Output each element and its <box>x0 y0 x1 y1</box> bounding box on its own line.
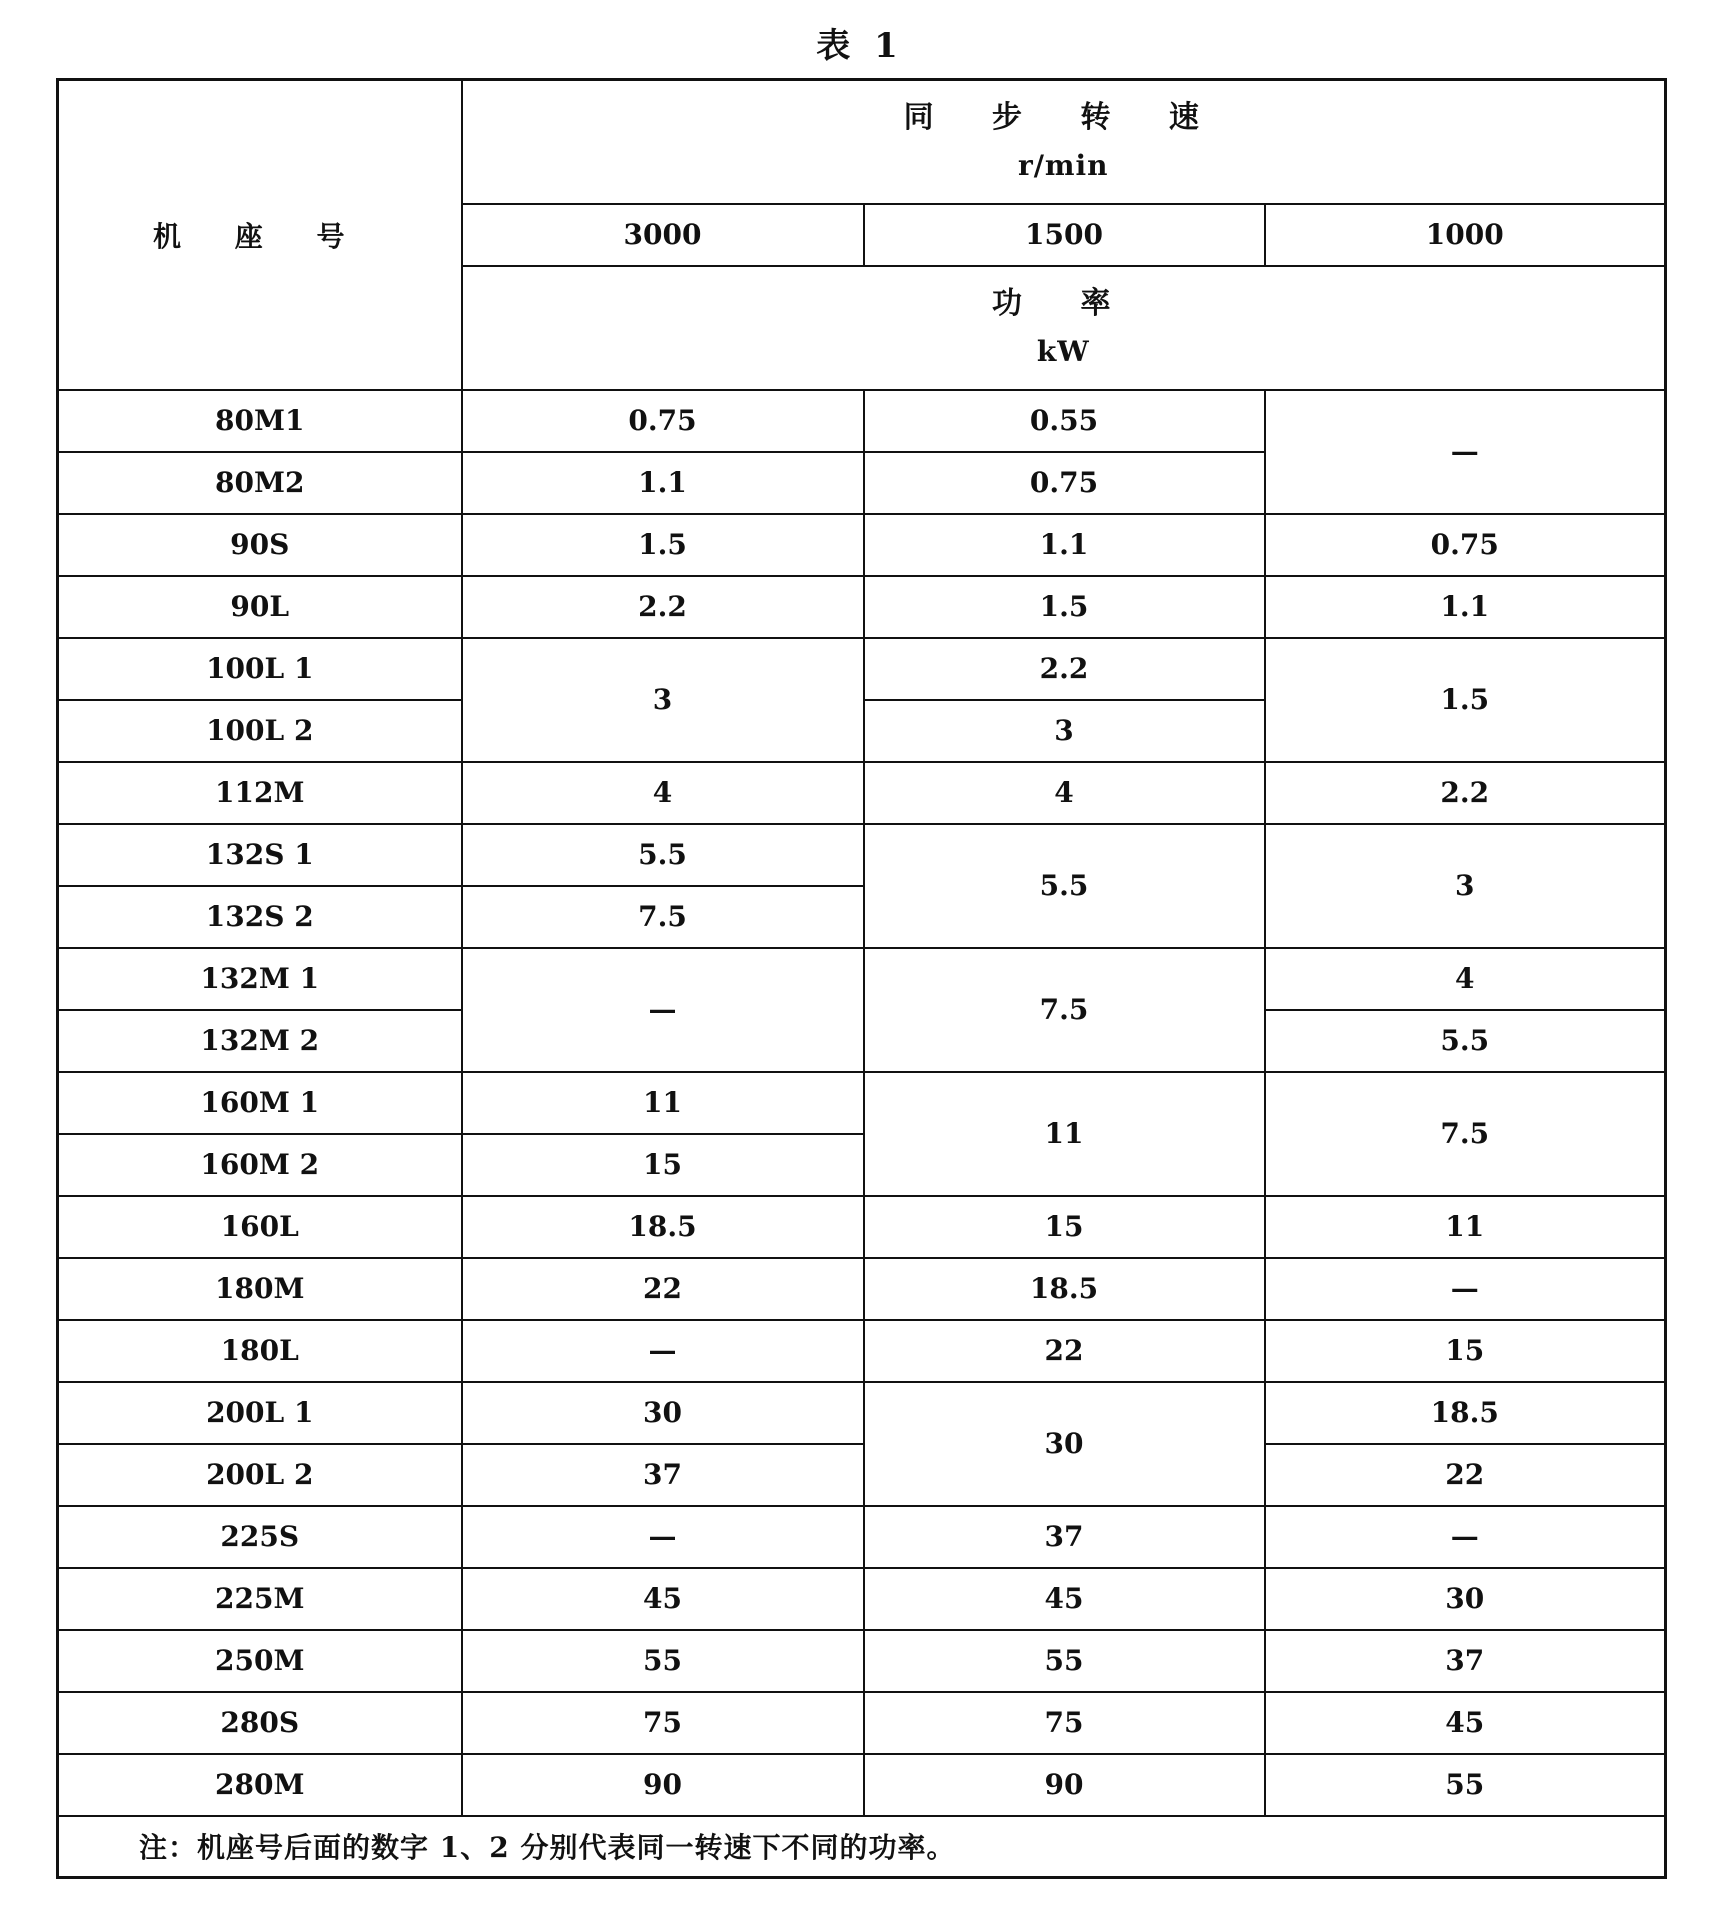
power-cell: 22 <box>1265 1444 1666 1506</box>
power-cell: 2.2 <box>462 576 864 638</box>
table-note: 注：机座号后面的数字 1、2 分别代表同一转速下不同的功率。 <box>58 1816 1666 1878</box>
frame-cell: 132S 1 <box>58 824 462 886</box>
header-frame-number: 机 座 号 <box>58 80 462 390</box>
power-cell: — <box>1265 390 1666 514</box>
header-power-title: 功 率 <box>992 285 1135 321</box>
frame-cell: 160L <box>58 1196 462 1258</box>
power-cell: 22 <box>462 1258 864 1320</box>
table-row <box>58 514 1666 576</box>
header-speed-unit: r/min <box>1017 148 1109 182</box>
frame-cell: 132S 2 <box>58 886 462 948</box>
power-cell: 3 <box>1265 824 1666 948</box>
power-cell: 15 <box>864 1196 1265 1258</box>
power-cell: 18.5 <box>864 1258 1265 1320</box>
power-cell: 55 <box>864 1630 1265 1692</box>
table-row <box>58 1568 1666 1630</box>
table-row <box>58 1630 1666 1692</box>
frame-cell: 100L 1 <box>58 638 462 700</box>
power-cell: 37 <box>864 1506 1265 1568</box>
frame-cell: 280M <box>58 1754 462 1816</box>
frame-cell: 200L 2 <box>58 1444 462 1506</box>
power-cell: 30 <box>864 1382 1265 1506</box>
power-cell: 5.5 <box>1265 1010 1666 1072</box>
power-cell: 1.1 <box>864 514 1265 576</box>
power-cell: 1.1 <box>462 452 864 514</box>
frame-cell: 80M2 <box>58 452 462 514</box>
frame-cell: 225M <box>58 1568 462 1630</box>
header-speed-1000: 1000 <box>1265 204 1666 266</box>
table-row <box>58 762 1666 824</box>
power-cell: 22 <box>864 1320 1265 1382</box>
power-cell: 1.1 <box>1265 576 1666 638</box>
power-cell: 55 <box>1265 1754 1666 1816</box>
table-row <box>58 1506 1666 1568</box>
table-row <box>58 1382 1666 1444</box>
power-cell: 37 <box>462 1444 864 1506</box>
table-row <box>58 390 1666 452</box>
table-row <box>58 1320 1666 1382</box>
power-cell: 30 <box>1265 1568 1666 1630</box>
table-row <box>58 1692 1666 1754</box>
note-row <box>58 1816 1666 1878</box>
power-cell: 15 <box>1265 1320 1666 1382</box>
frame-cell: 160M 1 <box>58 1072 462 1134</box>
motor-power-table <box>56 78 1667 1879</box>
power-cell: 4 <box>462 762 864 824</box>
table-row <box>58 1258 1666 1320</box>
power-cell: 11 <box>864 1072 1265 1196</box>
power-cell: 18.5 <box>462 1196 864 1258</box>
table-row <box>58 1072 1666 1134</box>
power-cell: 15 <box>462 1134 864 1196</box>
header-speed-1500: 1500 <box>864 204 1265 266</box>
header-speed-3000: 3000 <box>462 204 864 266</box>
table-row <box>58 638 1666 700</box>
table-caption: 表 1 <box>816 26 904 66</box>
header-speed-group <box>462 80 1666 204</box>
power-cell: — <box>1265 1258 1666 1320</box>
frame-cell: 100L 2 <box>58 700 462 762</box>
power-cell: 1.5 <box>864 576 1265 638</box>
power-cell: 4 <box>864 762 1265 824</box>
power-cell: 7.5 <box>462 886 864 948</box>
header-power-unit: kW <box>1036 334 1090 368</box>
frame-cell: 180L <box>58 1320 462 1382</box>
table-row <box>58 1754 1666 1816</box>
power-cell: 30 <box>462 1382 864 1444</box>
power-cell: 5.5 <box>864 824 1265 948</box>
power-cell: 3 <box>864 700 1265 762</box>
power-cell: 0.75 <box>864 452 1265 514</box>
power-cell: 45 <box>1265 1692 1666 1754</box>
frame-cell: 132M 2 <box>58 1010 462 1072</box>
power-cell: 55 <box>462 1630 864 1692</box>
frame-cell: 250M <box>58 1630 462 1692</box>
power-cell: 1.5 <box>1265 638 1666 762</box>
frame-cell: 90L <box>58 576 462 638</box>
power-cell: 45 <box>864 1568 1265 1630</box>
power-cell: 75 <box>864 1692 1265 1754</box>
power-cell: — <box>462 948 864 1072</box>
power-cell: 11 <box>1265 1196 1666 1258</box>
power-cell: — <box>1265 1506 1666 1568</box>
header-power-group <box>462 266 1666 390</box>
power-cell: 0.55 <box>864 390 1265 452</box>
table-row <box>58 1196 1666 1258</box>
frame-cell: 160M 2 <box>58 1134 462 1196</box>
frame-cell: 280S <box>58 1692 462 1754</box>
power-cell: 37 <box>1265 1630 1666 1692</box>
power-cell: 2.2 <box>1265 762 1666 824</box>
frame-cell: 112M <box>58 762 462 824</box>
frame-cell: 90S <box>58 514 462 576</box>
power-cell: 2.2 <box>864 638 1265 700</box>
power-cell: 7.5 <box>1265 1072 1666 1196</box>
frame-cell: 180M <box>58 1258 462 1320</box>
header-speed-title: 同 步 转 速 <box>903 99 1223 135</box>
power-cell: 1.5 <box>462 514 864 576</box>
power-cell: 18.5 <box>1265 1382 1666 1444</box>
table-row <box>58 824 1666 886</box>
frame-cell: 80M1 <box>58 390 462 452</box>
power-cell: 4 <box>1265 948 1666 1010</box>
power-cell: 90 <box>462 1754 864 1816</box>
power-cell: 11 <box>462 1072 864 1134</box>
power-cell: 0.75 <box>1265 514 1666 576</box>
power-cell: — <box>462 1506 864 1568</box>
power-cell: — <box>462 1320 864 1382</box>
power-cell: 75 <box>462 1692 864 1754</box>
power-cell: 3 <box>462 638 864 762</box>
power-cell: 5.5 <box>462 824 864 886</box>
power-cell: 7.5 <box>864 948 1265 1072</box>
power-cell: 0.75 <box>462 390 864 452</box>
frame-cell: 225S <box>58 1506 462 1568</box>
frame-cell: 200L 1 <box>58 1382 462 1444</box>
power-cell: 45 <box>462 1568 864 1630</box>
power-cell: 90 <box>864 1754 1265 1816</box>
frame-cell: 132M 1 <box>58 948 462 1010</box>
table-row <box>58 576 1666 638</box>
table-row <box>58 1444 1666 1506</box>
table-row <box>58 948 1666 1010</box>
